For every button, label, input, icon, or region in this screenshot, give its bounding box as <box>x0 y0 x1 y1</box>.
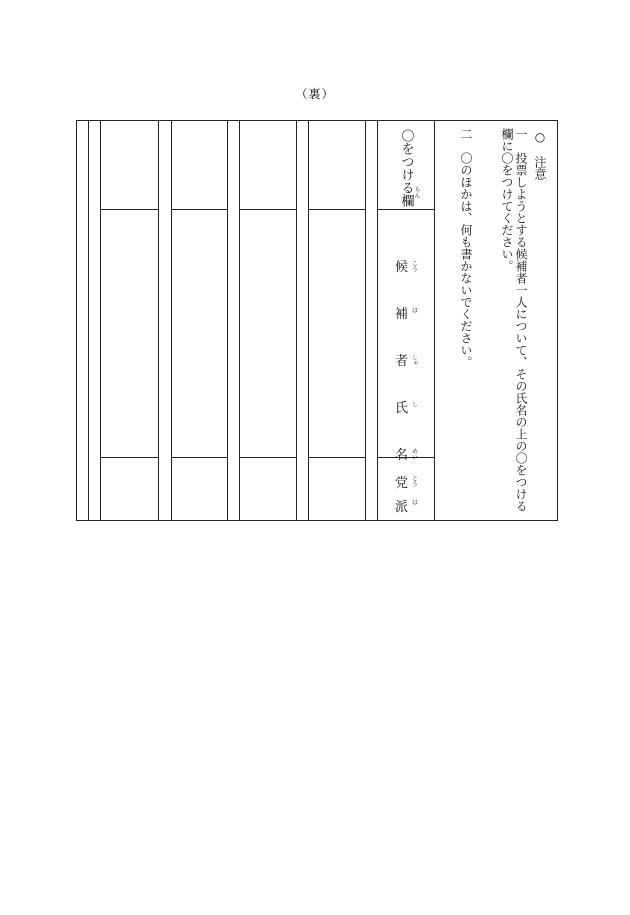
page-title: （裏） <box>295 87 335 101</box>
row-divider <box>308 209 365 210</box>
party-ruby: とう <box>410 475 418 487</box>
column-divider <box>227 121 228 520</box>
mark-column-label: 〇をつける欄 <box>398 129 414 207</box>
row-divider <box>239 209 296 210</box>
column-divider <box>296 121 297 520</box>
row-divider <box>239 457 296 458</box>
mark-cell[interactable] <box>240 121 296 209</box>
row-divider <box>171 457 227 458</box>
name-ruby: しゃ <box>410 354 418 366</box>
party-char: 派 <box>394 500 408 515</box>
mark-column-ruby: らん <box>413 186 420 198</box>
name-char: 候 <box>394 260 408 275</box>
name-ruby: こう <box>410 260 418 272</box>
name-ruby: ほ <box>410 307 418 313</box>
party-char: 党 <box>394 476 408 491</box>
party-column-header <box>378 458 434 521</box>
mark-column-header <box>378 121 434 209</box>
column-divider <box>434 121 435 520</box>
name-ruby: し <box>410 401 418 407</box>
row-divider <box>100 209 158 210</box>
mark-cell[interactable] <box>172 121 227 209</box>
notice-heading: ○ 注意 <box>533 130 547 180</box>
column-divider <box>88 121 89 520</box>
column-divider <box>158 121 159 520</box>
column-divider <box>365 121 366 520</box>
row-divider <box>308 457 365 458</box>
notice-item-1: 一 投票しようとする候補者一人について、その氏名の上の〇をつける欄に〇をつけてください。 <box>500 128 528 512</box>
mark-cell[interactable] <box>309 121 365 209</box>
name-char: 名 <box>394 448 408 463</box>
name-column-header <box>378 210 434 463</box>
ballot-form <box>76 120 558 521</box>
name-char: 者 <box>394 354 408 369</box>
row-divider <box>100 457 158 458</box>
name-char: 補 <box>394 307 408 322</box>
mark-cell[interactable] <box>101 121 158 209</box>
party-ruby: は <box>410 499 418 505</box>
name-ruby: めい <box>410 448 418 460</box>
name-char: 氏 <box>394 401 408 416</box>
row-divider <box>171 209 227 210</box>
notice-item-2: 二 〇のほかは、何も書かないでください。 <box>459 128 473 368</box>
